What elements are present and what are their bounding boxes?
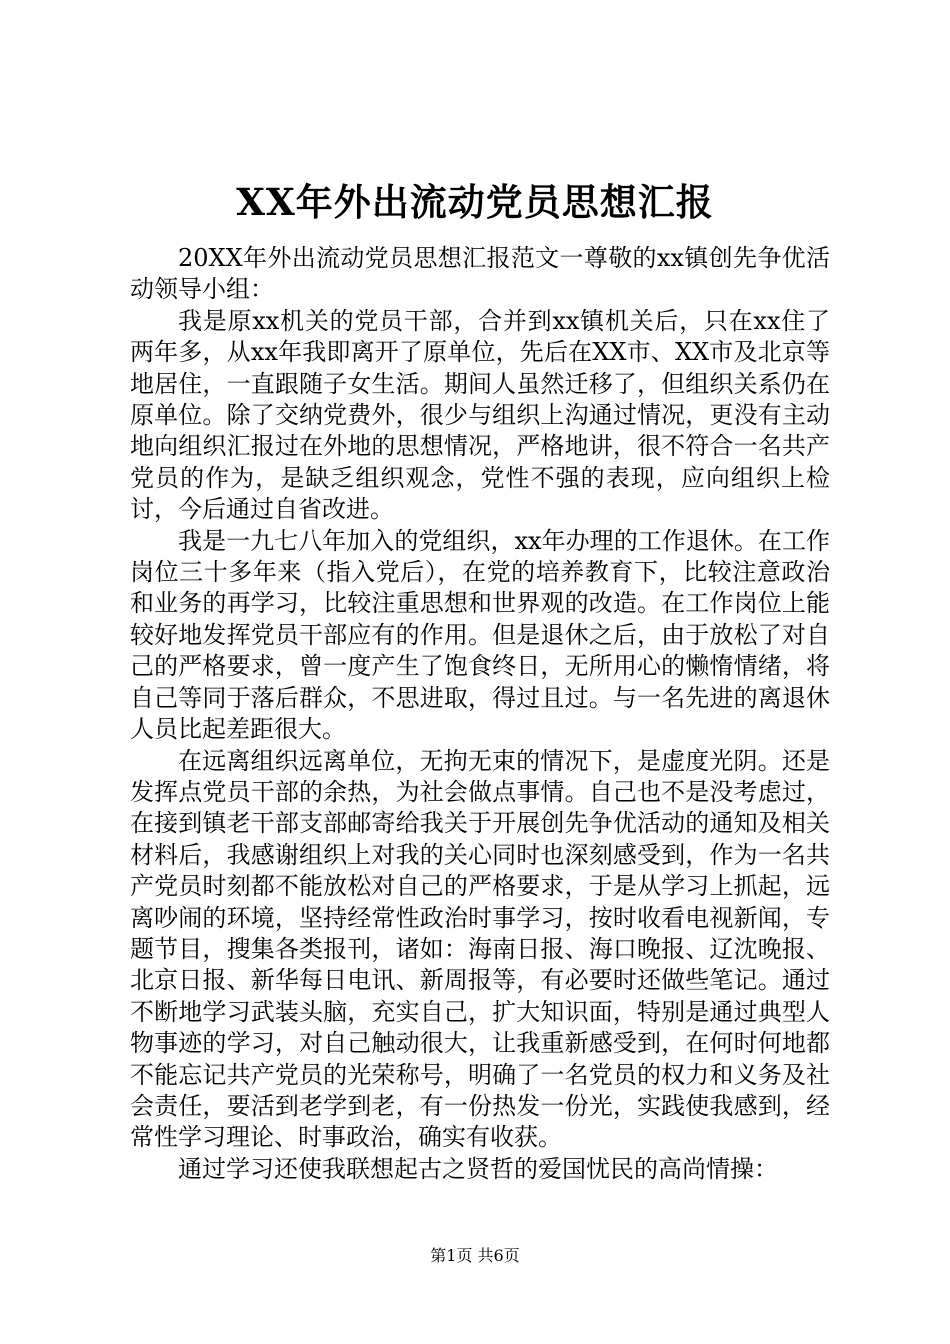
paragraph-2: 我是原xx机关的党员干部，合并到xx镇机关后，只在xx住了两年多，从xx年我即离开了原单位，先后在XX市、XX市及北京等地居住，一直跟随子女生活。期间人虽然迁移了，但组织关系仍在原单位。除了交纳党费外，很少与组织上沟通过情况，更没有主动地向组织汇报过在外地的思想情况，严格地讲，很不符合一名共产党员的作为，是缺乏组织观念，党性不强的表现，应向组织上检讨，今后通过自省改进。 — [130, 306, 830, 524]
paragraph-1: 20XX年外出流动党员思想汇报范文一尊敬的xx镇创先争优活动领导小组： — [130, 244, 830, 304]
document-body — [130, 243, 830, 1185]
page-number-footer: 第1页 共6页 — [430, 1246, 520, 1265]
paragraph-5: 通过学习还使我联想起古之贤哲的爱国忧民的高尚情操： — [178, 1154, 778, 1183]
document-title: XX年外出流动党员思想汇报 — [236, 180, 714, 224]
paragraph-3: 我是一九七八年加入的党组织，xx年办理的工作退休。在工作岗位三十多年来（指入党后），在党的培养教育下，比较注意政治和业务的再学习，比较注重思想和世界观的改造。在工作岗位上能较好地发挥党员干部应有的作用。但是退休之后，由于放松了对自己的严格要求，曾一度产生了饱食终日，无所用心的懒惰情绪，将自己等同于落后群众，不思进取，得过且过。与一名先进的离退休人员比起差距很大。 — [130, 526, 830, 744]
paragraph-4: 在远离组织远离单位，无拘无束的情况下，是虚度光阴。还是发挥点党员干部的余热，为社会做点事情。自己也不是没考虑过，在接到镇老干部支部邮寄给我关于开展创先争优活动的通知及相关材料后，我感谢组织上对我的关心同时也深刻感受到，作为一名共产党员时刻都不能放松对自己的严格要求，于是从学习上抓起，远离吵闹的环境，坚持经常性政治时事学习，按时收看电视新闻，专题节目，搜集各类报刊，诸如：海南日报、海口晚报、辽沈晚报、北京日报、新华每日电讯、新周报等，有必要时还做些笔记。通过不断地学习武装头脑，充实自己，扩大知识面，特别是通过典型人物事迹的学习，对自己触动很大，让我重新感受到，在何时何地都不能忘记共产党员的光荣称号，明确了一名党员的权力和义务及社会责任，要活到老学到老，有一份热发一份光，实践使我感到，经常性学习理论、时事政治，确实有收获。 — [130, 746, 830, 1152]
